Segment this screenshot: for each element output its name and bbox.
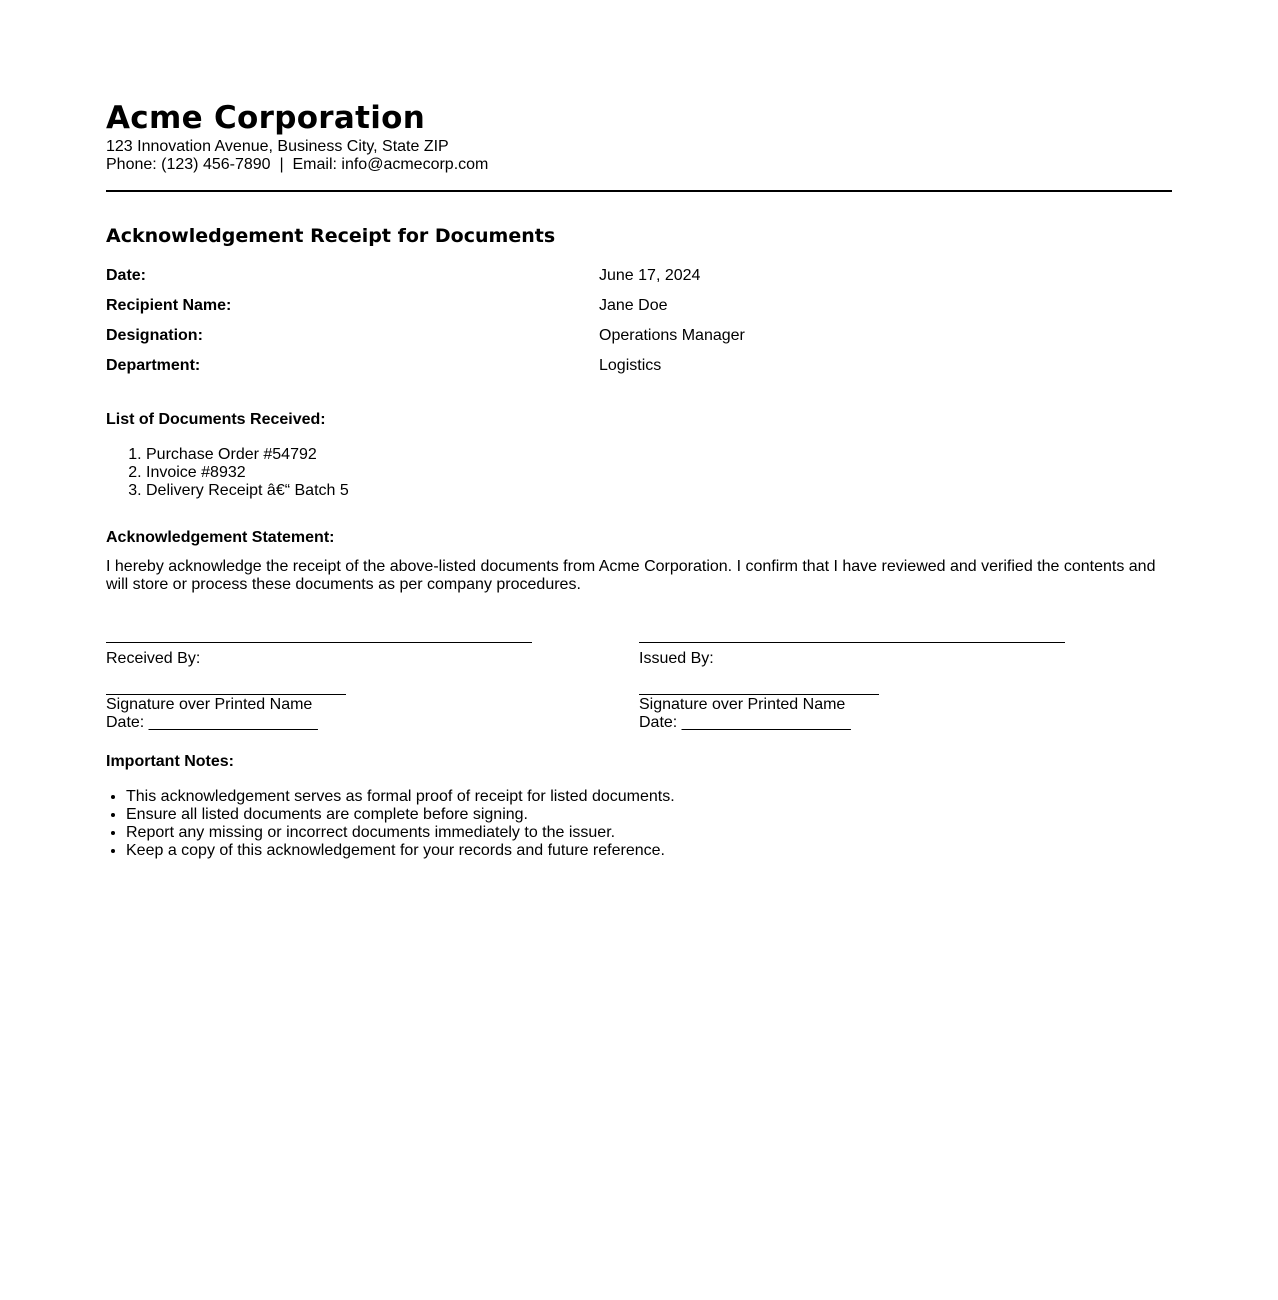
- info-value: Logistics: [599, 357, 662, 374]
- company-address: 123 Innovation Avenue, Business City, State ZIP: [106, 138, 449, 155]
- notes-list: [106, 788, 1172, 860]
- document-title: Acknowledgement Receipt for Documents: [106, 225, 556, 247]
- issued-by-label: Issued By:: [639, 650, 714, 667]
- info-value: Jane Doe: [599, 297, 668, 314]
- issued-by-block: [639, 625, 1172, 732]
- notes-section-title: Important Notes:: [106, 753, 234, 770]
- company-name: Acme Corporation: [106, 100, 426, 136]
- info-label: Designation:: [106, 327, 203, 344]
- received-by-block: [106, 625, 639, 732]
- info-label: Department:: [106, 357, 201, 374]
- letterhead: [106, 98, 1172, 192]
- statement-section-title: Acknowledgement Statement:: [106, 529, 335, 546]
- list-item: • Ensure all listed documents are complete before signing.: [126, 806, 1172, 824]
- issued-by-name-line: [639, 642, 1065, 643]
- documents-section-title: List of Documents Received:: [106, 411, 326, 428]
- list-item: • Keep a copy of this acknowledgement for your records and future reference.: [126, 842, 1172, 860]
- list-item: • This acknowledgement serves as formal proof of receipt for listed documents.: [126, 788, 1172, 806]
- received-by-signature-caption: Signature over Printed Name: [106, 696, 313, 713]
- info-value: Operations Manager: [599, 327, 745, 344]
- issued-by-signature-caption: Signature over Printed Name: [639, 696, 846, 713]
- documents-list: [106, 446, 1172, 500]
- header-divider: [106, 190, 1172, 192]
- info-value: June 17, 2024: [599, 267, 701, 284]
- list-item: • Report any missing or incorrect documents immediately to the issuer.: [126, 824, 1172, 842]
- list-item: 2. Invoice #8932: [146, 464, 1172, 482]
- info-row-designation: [106, 327, 1172, 357]
- info-row-department: [106, 357, 1172, 387]
- list-item: 3. Delivery Receipt â€“ Batch 5: [146, 482, 1172, 500]
- signature-section: [106, 625, 1172, 732]
- issued-by-date: Date: ___________________: [639, 714, 851, 731]
- statement-text: I hereby acknowledge the receipt of the above-listed documents from Acme Corporation. I confirm that I have reviewed and verified the contents and will store or process these documents as per company procedures.: [106, 558, 1156, 593]
- info-label: Date:: [106, 267, 147, 284]
- recipient-info-table: [106, 267, 1172, 387]
- issued-by-signature-line: [639, 694, 879, 695]
- received-by-signature-line: [106, 694, 346, 695]
- info-label: Recipient Name:: [106, 297, 232, 314]
- list-item: 1. Purchase Order #54792: [146, 446, 1172, 464]
- received-by-date: Date: ___________________: [106, 714, 318, 731]
- company-contact: Phone: (123) 456-7890 | Email: info@acmecorp.com: [106, 156, 489, 173]
- received-by-label: Received By:: [106, 650, 201, 667]
- received-by-name-line: [106, 642, 532, 643]
- info-row-recipient-name: [106, 297, 1172, 327]
- info-row-date: [106, 267, 1172, 297]
- document-page: [106, 98, 1172, 860]
